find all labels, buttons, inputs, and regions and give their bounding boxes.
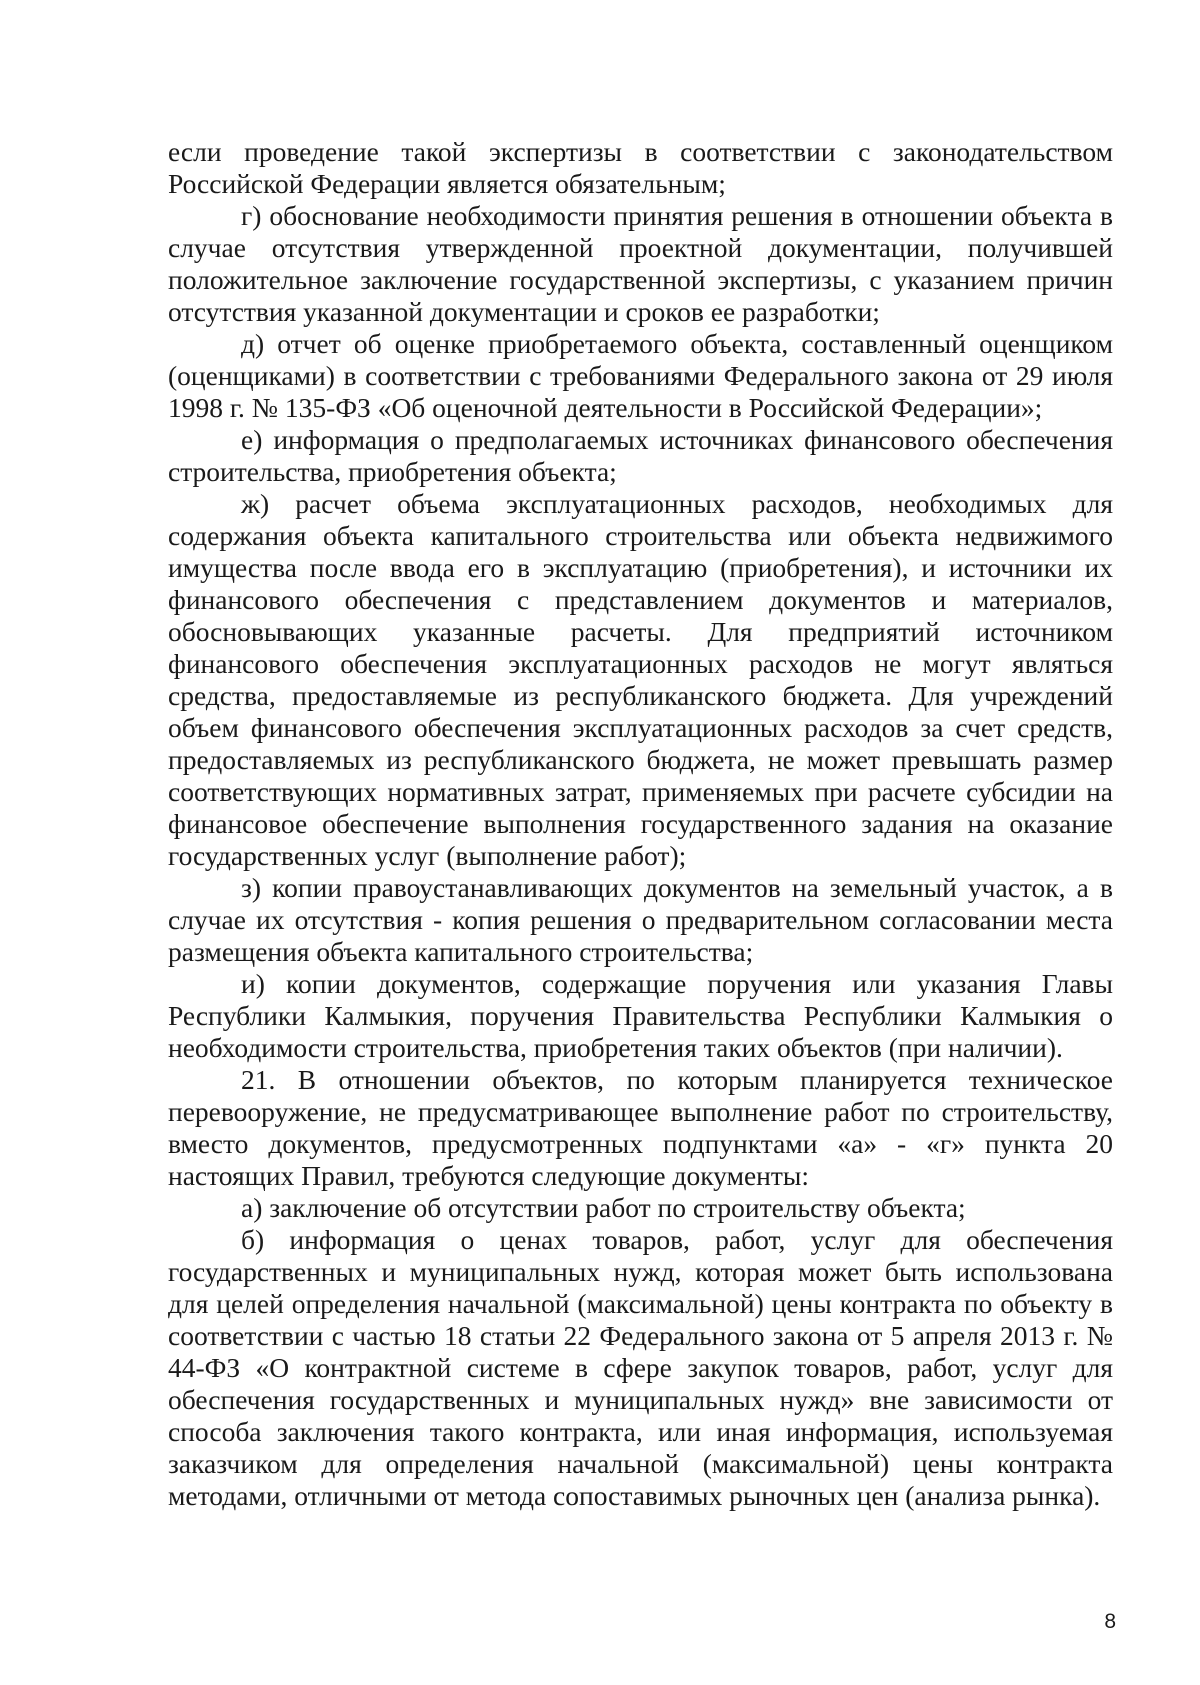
paragraph-item-zh: ж) расчет объема эксплуатационных расходов, необходимых для содержания объекта капитального строительства или объекта недвижимого имущества после ввода его в эксплуатацию (приобретения), и источники их финансового обеспечения с представлением документов и материалов, обосновывающих указанные расчеты. Для предприятий источником финансового обеспечения эксплуатационных расходов не могут являться средства, предоставляемые из республиканского бюджета. Для учреждений объем финансового обеспечения эксплуатационных расходов за счет средств, предоставляемых из республиканского бюджета, не может превышать размер соответствующих нормативных затрат, применяемых при расчете субсидии на финансовое обеспечение выполнения государственного задания на оказание государственных услуг (выполнение работ); — [168, 488, 1113, 871]
paragraph-item-e: е) информация о предполагаемых источниках финансового обеспечения строительства, приобретения объекта; — [168, 424, 1113, 487]
paragraph-clause-21: 21. В отношении объектов, по которым планируется техническое перевооружение, не предусматривающее выполнение работ по строительству, вместо документов, предусмотренных подпунктами «а» - «г» пункта 20 настоящих Правил, требуются следующие документы: — [168, 1064, 1113, 1191]
paragraph-item-z: з) копии правоустанавливающих документов на земельный участок, а в случае их отсутствия - копия решения о предварительном согласовании места размещения объекта капитального строительства; — [168, 872, 1113, 967]
paragraph-item-b: б) информация о ценах товаров, работ, услуг для обеспечения государственных и муниципальных нужд, которая может быть использована для целей определения начальной (максимальной) цены контракта по объекту в соответствии с частью 18 статьи 22 Федерального закона от 5 апреля 2013 г. № 44-ФЗ «О контрактной системе в сфере закупок товаров, работ, услуг для обеспечения государственных и муниципальных нужд» вне зависимости от способа заключения такого контракта, или иная информация, используемая заказчиком для определения начальной (максимальной) цены контракта методами, отличными от метода сопоставимых рыночных цен (анализа рынка). — [168, 1224, 1113, 1511]
paragraph-item-i: и) копии документов, содержащие поручения или указания Главы Республики Калмыкия, поручения Правительства Республики Калмыкия о необходимости строительства, приобретения таких объектов (при наличии). — [168, 968, 1113, 1063]
paragraph-continuation: если проведение такой экспертизы в соответствии с законодательством Российской Федерации является обязательным; — [168, 136, 1113, 199]
page-number: 8 — [1104, 1610, 1116, 1633]
paragraph-item-a: а) заключение об отсутствии работ по строительству объекта; — [241, 1192, 966, 1223]
paragraph-item-d: д) отчет об оценке приобретаемого объекта, составленный оценщиком (оценщиками) в соответствии с требованиями Федерального закона от 29 июля 1998 г. № 135-ФЗ «Об оценочной деятельности в Российской Федерации»; — [168, 328, 1113, 423]
document-body — [168, 136, 1113, 1512]
paragraph-item-g: г) обоснование необходимости принятия решения в отношении объекта в случае отсутствия утвержденной проектной документации, получившей положительное заключение государственной экспертизы, с указанием причин отсутствия указанной документации и сроков ее разработки; — [168, 200, 1113, 327]
